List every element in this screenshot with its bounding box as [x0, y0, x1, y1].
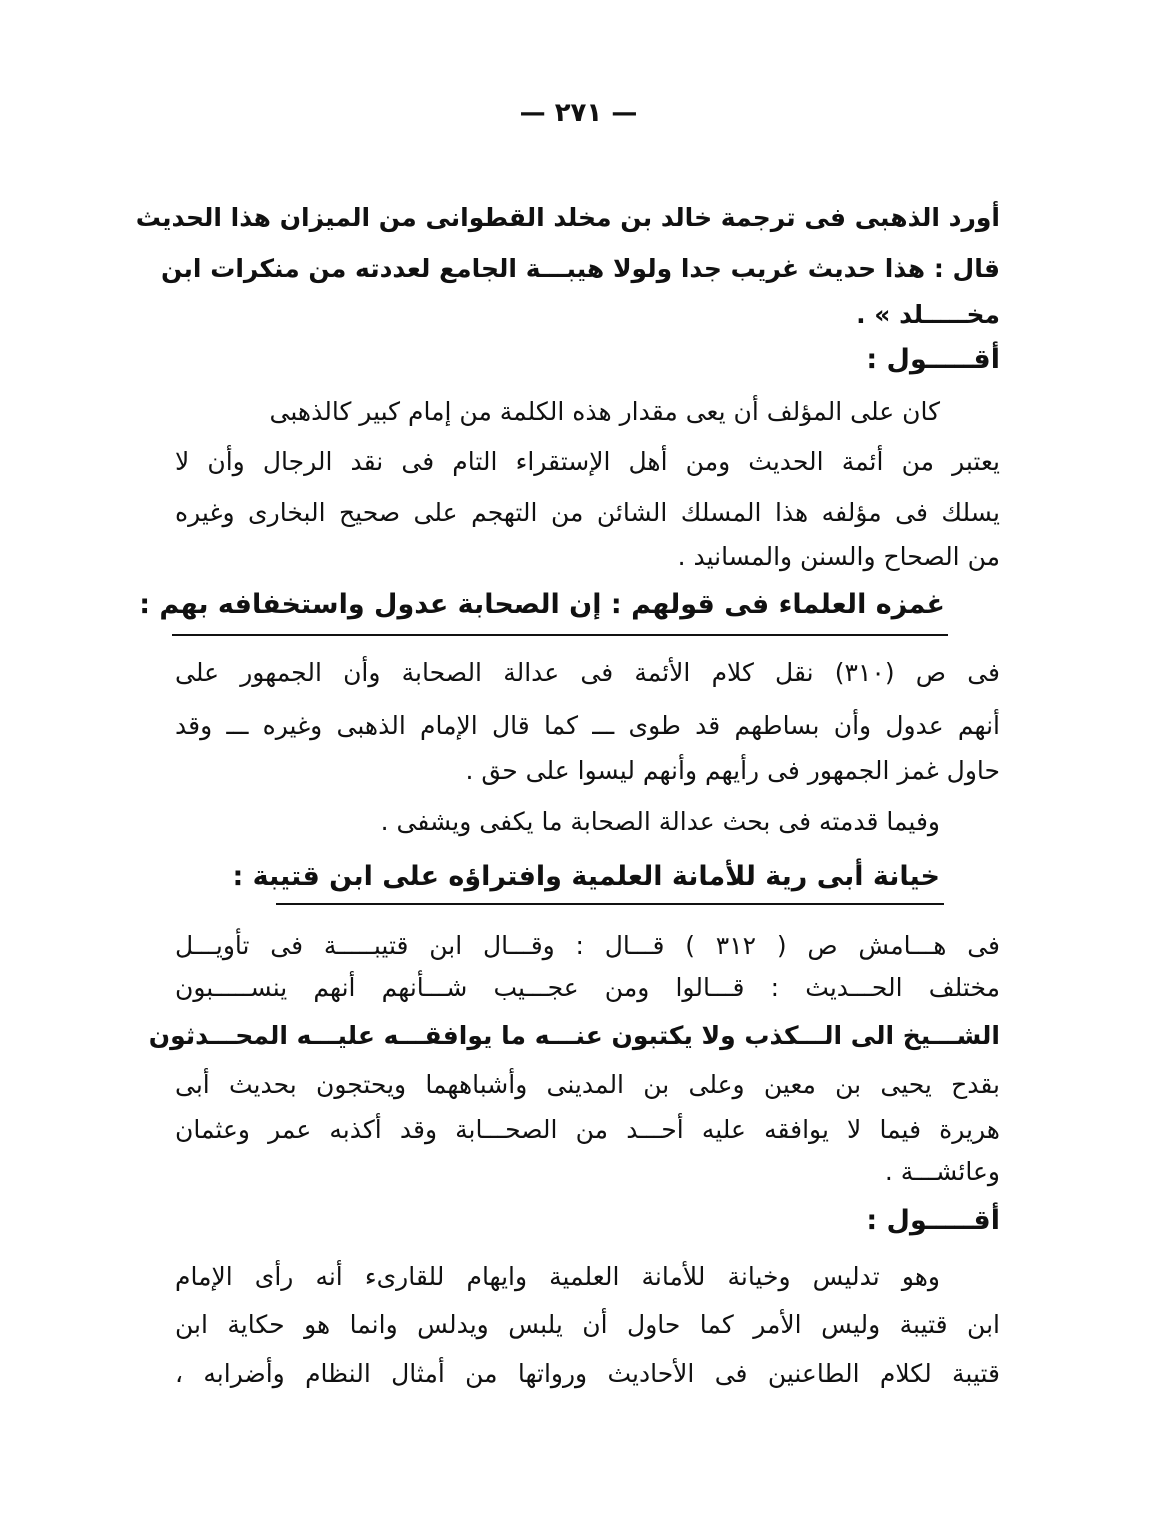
text-line: كان على المؤلف أن يعى مقدار هذه الكلمة من إمام كبير كالذهبى [269, 397, 940, 426]
text-line: فى ص (٣١٠) نقل كلام الأئمة فى عدالة الصحابة وأن الجمهور على [175, 658, 1000, 687]
heading-underline [276, 903, 944, 905]
text-line: ابن قتيبة وليس الأمر كما حاول أن يلبس ويدلس وانما هو حكاية ابن [175, 1310, 1000, 1339]
text-line: الشـــيخ الى الـــكذب ولا يكتبون عنـــه ما يوافقـــه عليـــه المحـــدثون [148, 1021, 1000, 1050]
text-line: قتيبة لكلام الطاعنين فى الأحاديث ورواتها من أمثال النظام وأضرابه ، [175, 1359, 1000, 1388]
text-line: حاول غمز الجمهور فى رأيهم وأنهم ليسوا على حق . [465, 756, 1000, 785]
text-line: مخـــــلد » . [856, 300, 1000, 329]
text-line: وعائشـــة . [884, 1157, 1000, 1186]
text-line: يسلك فى مؤلفه هذا المسلك الشائن من التهجم على صحيح البخارى وغيره [175, 498, 1000, 527]
text-line: أنهم عدول وأن بساطهم قد طوى ـــ كما قال الإمام الذهبى وغيره ـــ وقد [175, 711, 1000, 740]
text-line: من الصحاح والسنن والمسانيد . [677, 542, 1000, 571]
heading-underline [172, 634, 948, 636]
section-label: أقـــــول : [866, 1205, 1000, 1236]
text-line: وهو تدليس وخيانة للأمانة العلمية وايهام للقارىء أنه رأى الإمام [175, 1262, 940, 1291]
text-line: وفيما قدمته فى بحث عدالة الصحابة ما يكفى ويشفى . [380, 807, 940, 836]
text-line: أورد الذهبى فى ترجمة خالد بن مخلد القطوانى من الميزان هذا الحديث [135, 203, 1000, 232]
text-line: فى هـــامش ص ( ٣١٢ ) قـــال : وقـــال ابن قتيبـــــة فى تأويـــل [175, 931, 1000, 960]
text-line: يعتبر من أئمة الحديث ومن أهل الإستقراء التام فى نقد الرجال وأن لا [175, 447, 1000, 476]
section-heading: خيانة أبى رية للأمانة العلمية وافتراؤه على ابن قتيبة : [232, 861, 940, 892]
text-line: بقدح يحيى بن معين وعلى بن المدينى وأشباههما ويحتجون بحديث أبى [175, 1070, 1000, 1099]
text-line: هريرة فيما لا يوافقه عليه أحـــد من الصحـــابة وقد أكذبه عمر وعثمان [175, 1115, 1000, 1144]
section-label: أقـــــول : [866, 344, 1000, 375]
section-heading: غمزه العلماء فى قولهم : إن الصحابة عدول واستخفافه بهم : [139, 589, 945, 620]
text-line: مختلف الحـــديث : قـــالوا ومن عجـــيب شـــأنهم أنهم ينســـــبون [175, 973, 1000, 1002]
text-line: قال : هذا حديث غريب جدا ولولا هيبـــة الجامع لعددته من منكرات ابن [161, 254, 1000, 283]
page-number: — ٢٧١ — [519, 98, 638, 128]
